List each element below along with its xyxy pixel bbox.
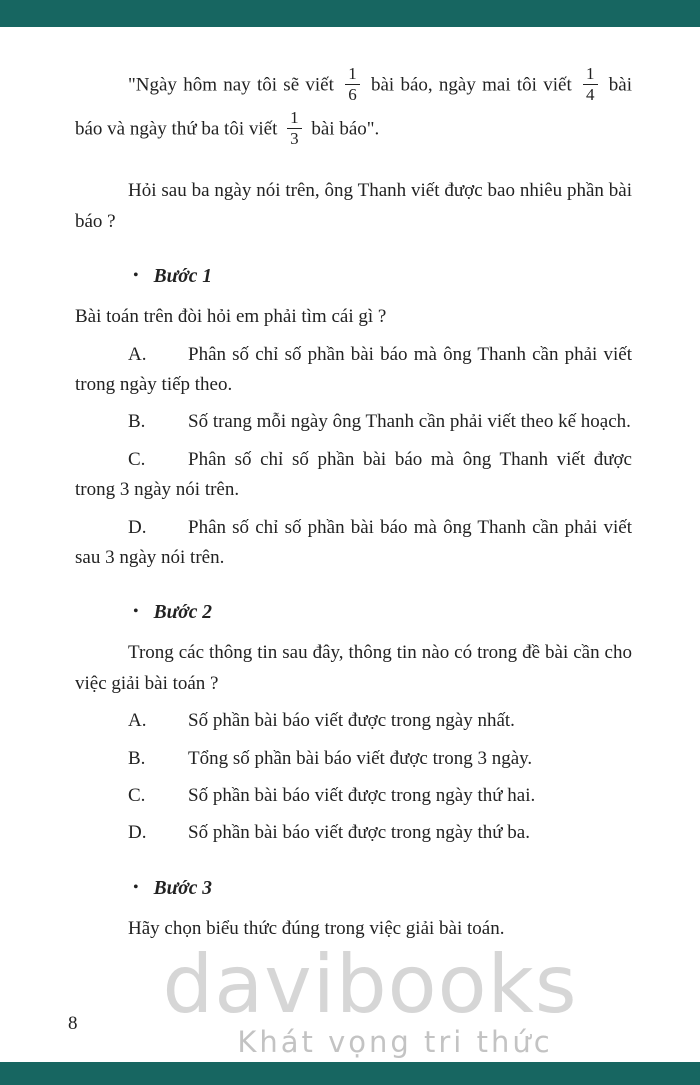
step-2-option-a: [75, 706, 632, 736]
step-1-heading: [133, 261, 632, 292]
watermark-tagline: Khát vọng tri thức: [237, 1025, 553, 1059]
step-2-option-b: [75, 744, 632, 774]
bullet-icon: •: [133, 878, 139, 896]
step-2-option-d: [75, 818, 632, 848]
bullet-icon: •: [133, 266, 139, 284]
step-2-heading: [133, 597, 632, 628]
intro-text-3: bài báo và ngày thứ ba tôi viết: [75, 74, 633, 140]
step-3-heading: [133, 873, 632, 904]
option-key: C.: [128, 785, 146, 807]
fraction-denominator: 3: [290, 128, 299, 148]
step-2-label: Bước 2: [153, 602, 213, 624]
option-text: Phân số chỉ số phần bài báo mà ông Thanh cần phải viết sau 3 ngày nói trên.: [75, 516, 632, 568]
fraction-numerator: 1: [345, 64, 360, 85]
option-text: Số phần bài báo viết được trong ngày thứ ba.: [188, 822, 530, 844]
intro-paragraph: [75, 64, 632, 152]
bottom-border-bar: [0, 1062, 700, 1085]
page-content: [75, 64, 632, 948]
option-text: Số phần bài báo viết được trong ngày nhất.: [188, 710, 515, 732]
watermark-brand: davibooks: [162, 938, 578, 1031]
option-text: Tổng số phần bài báo viết được trong 3 ngày.: [188, 747, 533, 769]
option-text: Phân số chỉ số phần bài báo mà ông Thanh cần phải viết trong ngày tiếp theo.: [75, 343, 632, 395]
option-key: D.: [128, 822, 147, 844]
fraction-one-quarter: [583, 64, 598, 104]
option-key: A.: [128, 710, 147, 732]
fraction-numerator: 1: [287, 108, 302, 129]
option-text: Số phần bài báo viết được trong ngày thứ hai.: [188, 785, 536, 807]
top-border-bar: [0, 0, 700, 27]
option-key: C.: [128, 448, 146, 470]
question-paragraph: Hỏi sau ba ngày nói trên, ông Thanh viết được bao nhiêu phần bài báo ?: [75, 180, 632, 232]
intro-text-1: "Ngày hôm nay tôi sẽ viết: [128, 74, 334, 96]
step-1-option-c: [75, 445, 632, 506]
intro-text-4: bài báo".: [311, 118, 380, 140]
step-2-prompt: Trong các thông tin sau đây, thông tin nào có trong đề bài cần cho việc giải bài toán ?: [75, 642, 632, 694]
bullet-icon: •: [133, 603, 139, 621]
intro-text-2: bài báo, ngày mai tôi viết: [370, 74, 572, 96]
page-number: 8: [68, 1013, 78, 1034]
option-text: Số trang mỗi ngày ông Thanh cần phải viết theo kế hoạch.: [188, 411, 631, 433]
fraction-one-sixth: [345, 64, 360, 104]
fraction-numerator: 1: [583, 64, 598, 85]
step-1-prompt: Bài toán trên đòi hỏi em phải tìm cái gì ?: [75, 306, 387, 328]
option-text: Phân số chỉ số phần bài báo mà ông Thanh viết được trong 3 ngày nói trên.: [75, 448, 632, 501]
fraction-denominator: 4: [586, 84, 595, 104]
step-3-prompt: Hãy chọn biểu thức đúng trong việc giải bài toán.: [128, 918, 505, 939]
fraction-one-third: [287, 108, 302, 148]
option-key: B.: [128, 747, 146, 769]
watermark: [0, 938, 700, 1059]
option-key: D.: [128, 516, 147, 538]
option-key: B.: [128, 411, 146, 433]
step-1-label: Bước 1: [153, 265, 213, 287]
option-key: A.: [128, 343, 147, 365]
step-1-option-d: [75, 513, 632, 574]
step-2-option-c: [75, 781, 632, 811]
fraction-denominator: 6: [348, 84, 357, 104]
step-3-label: Bước 3: [153, 877, 213, 899]
step-1-option-a: [75, 340, 632, 401]
step-1-option-b: [75, 407, 632, 437]
